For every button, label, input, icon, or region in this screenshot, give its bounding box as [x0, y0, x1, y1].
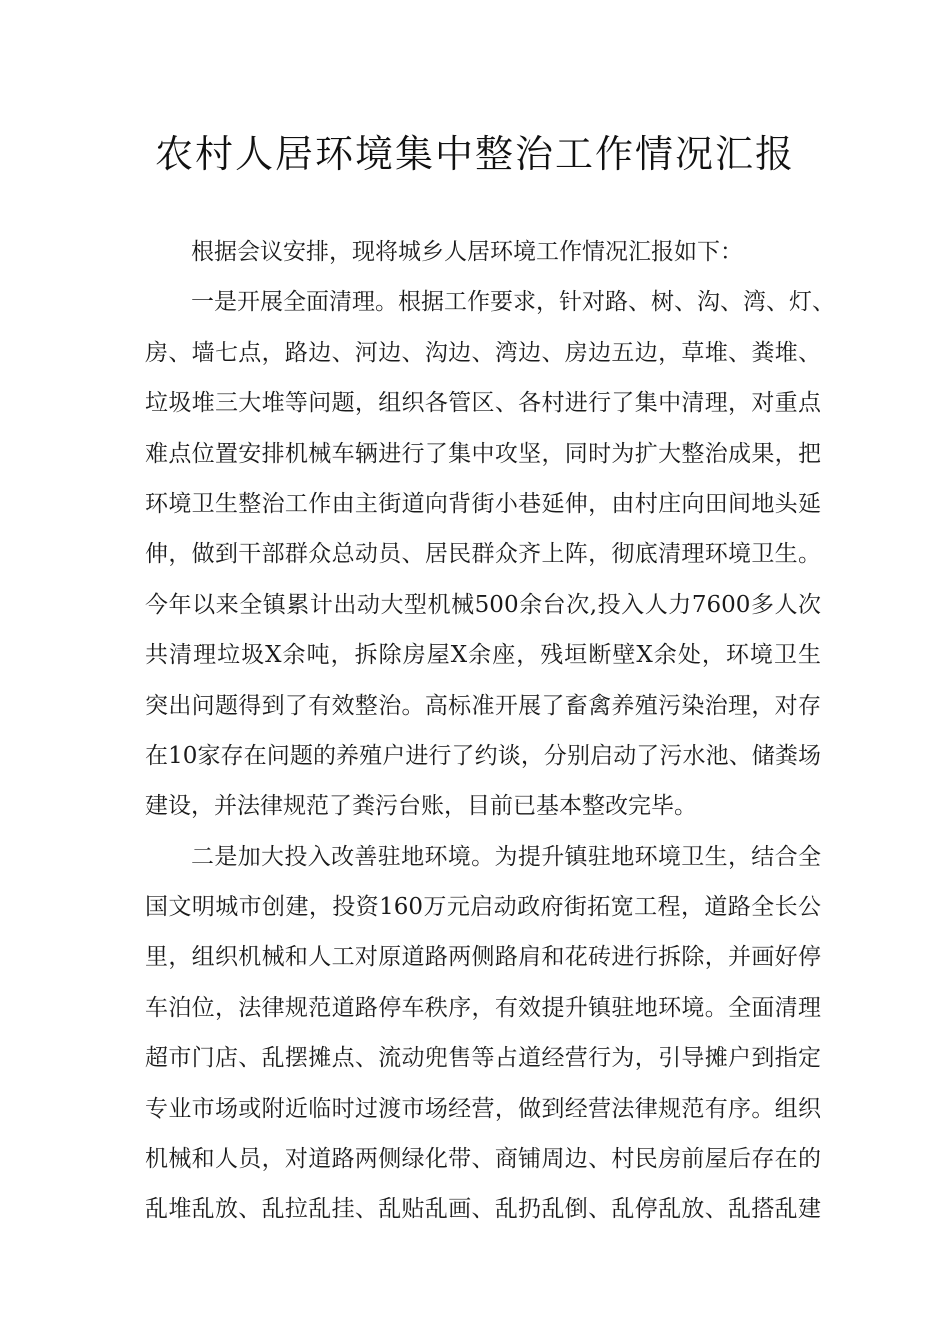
paragraph-2-line: 超市门店、乱摆摊点、流动兜售等占道经营行为，引导摊户到指定 [145, 1045, 821, 1072]
paragraph-1-line: 今年以来全镇累计出动大型机械500余台次,投入人力7600多人次 [145, 591, 821, 618]
document-body [145, 227, 835, 1235]
paragraph-1-line: 房、墙七点，路边、河边、沟边、湾边、房边五边，草堆、粪堆、 [145, 339, 821, 366]
paragraph-2-line: 里，组织机械和人工对原道路两侧路肩和花砖进行拆除，并画好停 [145, 944, 821, 971]
paragraph-1-line: 建设，并法律规范了粪污台账，目前已基本整改完毕。 [145, 793, 697, 820]
paragraph-1-line: 突出问题得到了有效整治。高标准开展了畜禽养殖污染治理，对存 [145, 692, 821, 719]
paragraph-1-line: 难点位置安排机械车辆进行了集中攻坚，同时为扩大整治成果，把 [145, 440, 821, 467]
document-title: 农村人居环境集中整治工作情况汇报 [154, 132, 795, 176]
paragraph-intro-line: 根据会议安排，现将城乡人居环境工作情况汇报如下： [191, 239, 743, 265]
paragraph-1-line: 伸，做到干部群众总动员、居民群众齐上阵，彻底清理环境卫生。 [145, 541, 821, 568]
paragraph-1-line: 一是开展全面清理。根据工作要求，针对路、树、沟、湾、灯、 [191, 289, 835, 316]
paragraph-1-line: 在10家存在问题的养殖户进行了约谈，分别启动了污水池、储粪场 [145, 742, 821, 769]
paragraph-1-line: 垃圾堆三大堆等问题，组织各管区、各村进行了集中清理，对重点 [145, 390, 821, 417]
paragraph-2-line: 机械和人员，对道路两侧绿化带、商铺周边、村民房前屋后存在的 [145, 1146, 821, 1173]
paragraph-2-line: 二是加大投入改善驻地环境。为提升镇驻地环境卫生，结合全 [191, 843, 821, 870]
paragraph-2-line: 车泊位，法律规范道路停车秩序，有效提升镇驻地环境。全面清理 [145, 994, 821, 1021]
paragraph-1-line: 共清理垃圾X余吨，拆除房屋X余座，残垣断壁X余处，环境卫生 [145, 642, 821, 669]
paragraph-2-line: 专业市场或附近临时过渡市场经营，做到经营法律规范有序。组织 [145, 1095, 821, 1122]
paragraph-2-line: 乱堆乱放、乱拉乱挂、乱贴乱画、乱扔乱倒、乱停乱放、乱搭乱建 [145, 1196, 821, 1223]
paragraph-1-line: 环境卫生整治工作由主街道向背街小巷延伸，由村庄向田间地头延 [145, 490, 821, 517]
paragraph-2-line: 国文明城市创建，投资160万元启动政府街拓宽工程，道路全长公 [145, 894, 821, 921]
